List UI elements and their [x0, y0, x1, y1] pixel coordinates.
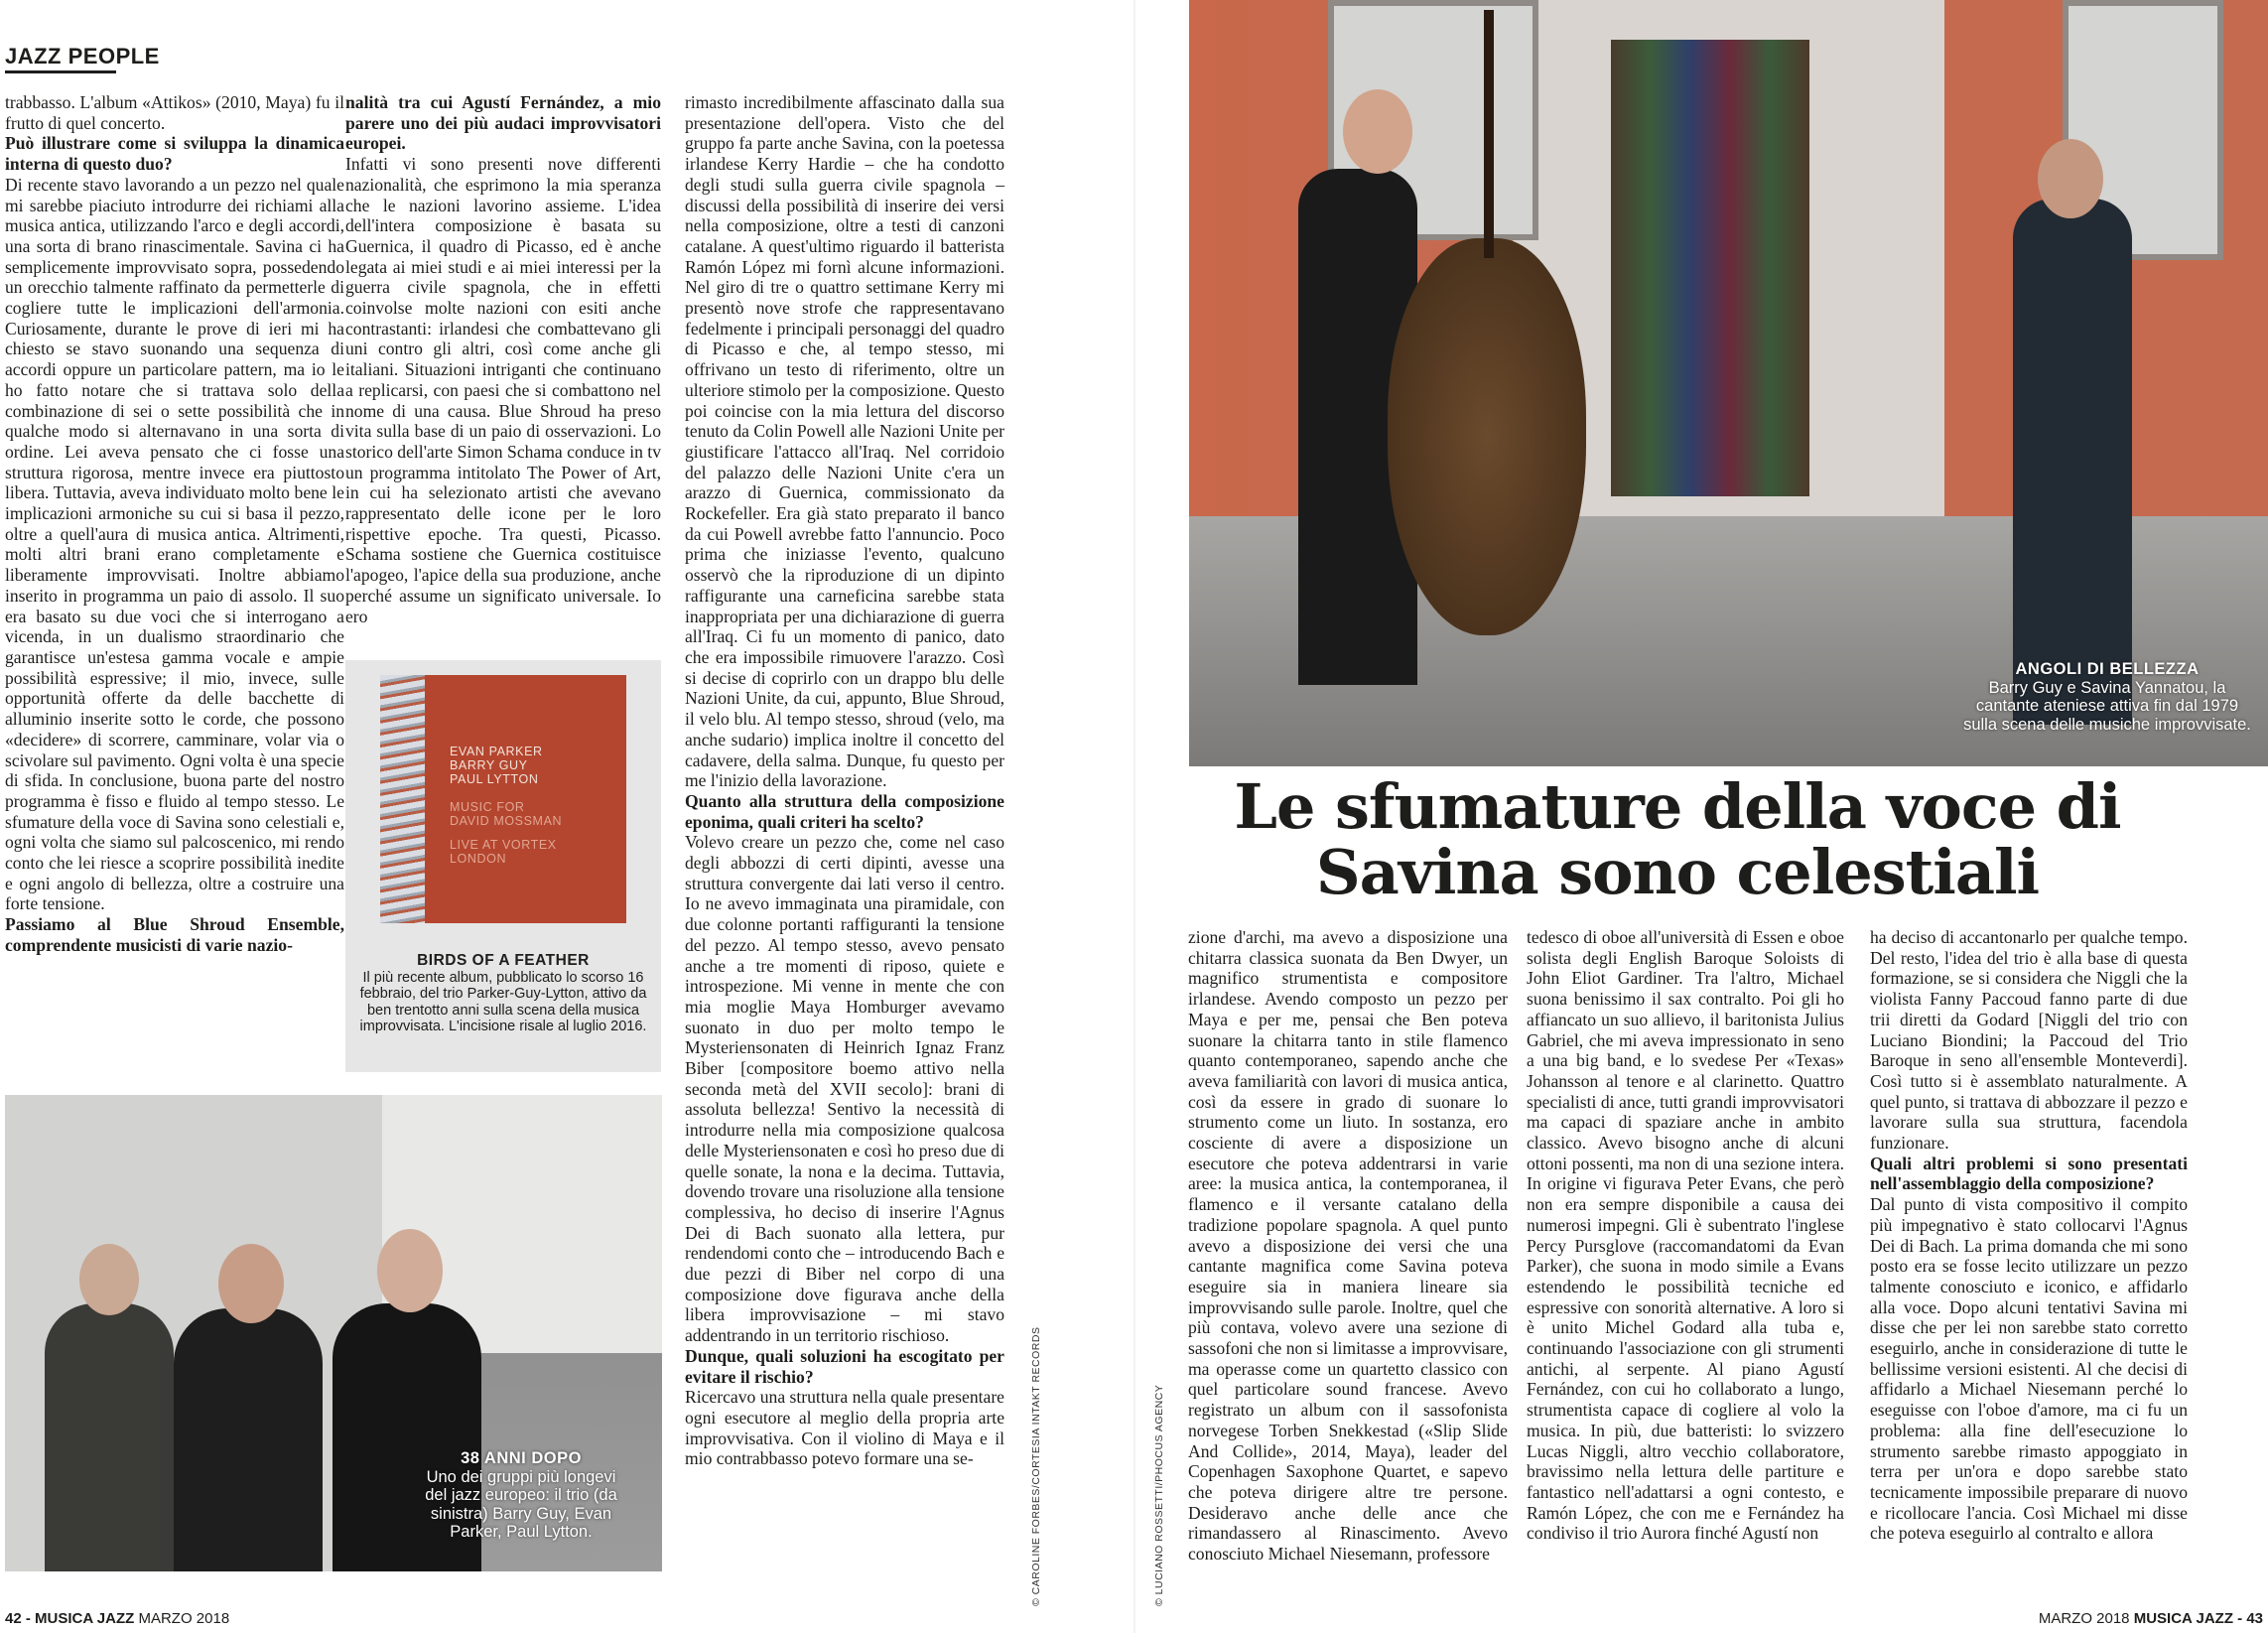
album-caption-title: BIRDS OF A FEATHER: [417, 952, 590, 969]
right-column-1: [1188, 927, 1508, 1565]
paragraph: trabbasso. L'album «Attikos» (2010, Maya) fu il frutto di quel concerto.: [5, 92, 344, 133]
trio-caption-title: 38 ANNI DOPO: [461, 1449, 582, 1467]
double-bass: [1388, 238, 1586, 635]
stage-caption-title: ANGOLI DI BELLEZZA: [2015, 660, 2200, 678]
photo-credit-left: © CAROLINE FORBES/CORTESIA INTAKT RECORDS: [1030, 1326, 1042, 1606]
headline: Le sfumature della voce di Savina sono celestiali: [1234, 770, 2121, 908]
question: Dunque, quali soluzioni ha escogitato per evitare il rischio?: [685, 1345, 1004, 1387]
person-head: [79, 1244, 139, 1315]
singer: [2013, 199, 2132, 725]
stage-caption-text: Barry Guy e Savina Yannatou, la cantante ateniese attiva fin dal 1979 sulla scena delle musiche improvvisate.: [1963, 678, 2251, 734]
folio-date: MARZO 2018: [134, 1610, 230, 1627]
cover-name: EVAN PARKER: [450, 745, 543, 758]
trio-photo: [5, 1095, 662, 1571]
folio-right: [2039, 1610, 2263, 1627]
photo-credit-right: © LUCIANO ROSSETTI/PHOCUS AGENCY: [1153, 1384, 1165, 1606]
singer-head: [2038, 139, 2103, 218]
person-head: [377, 1229, 443, 1312]
left-column-2: [345, 92, 661, 626]
folio-left: [5, 1610, 229, 1627]
question: Quanto alla struttura della composizione eponima, quali criteri ha scelto?: [685, 790, 1004, 832]
paragraph: Infatti vi sono presenti nove differenti nazionalità, che esprimono la mia speranza che le nazioni lavorino assieme. L'idea dell'intera composizione è basata su Guernica, il quadro di Picasso, ed è anche legata ai miei studi e ai miei interessi per la guerra civile spagnola, che in effetti coinvolse molte nazioni con esiti anche contrastanti: irlandesi che combattevano gli uni contro gli altri, così come anche gli italiani. Situazioni intriganti che continuano a replicarsi, con paesi che si combattono nel nome di una causa. Blue Shroud ha preso vita sulla base di un paio di osservazioni. Lo storico dell'arte Simon Schama conduce in tv un programma intitolato The Power of Art, in cui ha selezionato artisti che avevano rappresentato delle icone per le loro rispettive epoche. Tra questi, Picasso. Schama sostiene che Guernica costituisce l'apogeo, l'apice della sua produzione, anche perché assume un significato universale. Io ero: [345, 154, 661, 626]
album-box: [345, 660, 661, 1072]
folio-date: MARZO 2018: [2038, 1610, 2134, 1627]
cover-name: PAUL LYTTON: [450, 772, 539, 786]
bassist-head: [1343, 89, 1412, 174]
paragraph: Di recente stavo lavorando a un pezzo nel quale mi sarebbe piaciuto introdurre dei richiami alla musica antica, utilizzando l'arco e degli accordi, una sorta di brano rinascimentale. Savina ci ha semplicemente improvvisato sopra, possedendo un orecchio talmente raffinato da permetterle di cogliere tutte le implicazioni dell'armonia. Curiosamente, durante le prove di ieri mi ha chiesto se stavo suonando una sequenza di accordi oppure un particolare pattern, ma io le ho fatto notare che si trattava solo della combinazione di sei o sette possibilità che in qualche modo si alternavano in una sorta di ordine. Lei aveva pensato che ci fosse una struttura rigorosa, mentre invece era piuttosto libera. Tuttavia, aveva individuato molto bene le implicazioni armoniche su cui si basa il pezzo, oltre a quell'aura di musica antica. Altrimenti, molti altri brani erano completamente e liberamente improvvisati. Inoltre abbiamo inserito in programma un paio di assolo. Il suo era basato su due voci che si interrogano a vicenda, in un dualismo straordinario che garantisce un'estesa gamma vocale e ampie possibilità espressive; il mio, invece, sulle opportunità offerte da delle bacchette di alluminio inserite sotto le corde, che possono «decidere» di scorrere, camminare, volar via o scivolare sul pavimento. Ogni volta è una specie di sfida. In conclusione, buona parte del nostro programma è fisso e fluido al tempo stesso. Le sfumature della voce di Savina sono celestiali e, ogni volta che siamo sul palcoscenico, mi rendo conto che lei riesce a scoprire possibilità inedite e ogni angolo di bellezza, oltre a costruire una forte tensione.: [5, 174, 344, 914]
stage-photo: [1189, 0, 2268, 766]
question: Passiamo al Blue Shroud Ensemble, comprendente musicisti di varie nazio-: [5, 914, 344, 955]
bass-neck: [1484, 10, 1494, 258]
paragraph: rimasto incredibilmente affascinato dalla sua presentazione dell'opera. Visto che del gruppo fa parte anche Savina, con la poetessa irlandese Kerry Hardie – che ha condotto degli studi sulla guerra civile spagnola – discussi della possibilità di inserire dei versi nella composizione, oltre a testi di canzoni catalane. A quest'ultimo riguardo il batterista Ramón López mi fornì alcune informazioni. Nel giro di tre o quattro settimane Kerry mi presentò nove strofe che rappresentavano fedelmente i principali personaggi del quadro di Picasso e che, al tempo stesso, mi offrivano un testo di riferimento, oltre un ulteriore stimolo per la composizione. Questo poi coincise con la mia lettura del discorso tenuto da Colin Powell alle Nazioni Unite per giustificare l'attacco all'Iraq. Nel corridoio del palazzo delle Nazioni Unite c'era un arazzo di Guernica, commissionato da Rockefeller. Era già stato preparato il banco da cui Powell avrebbe fatto l'annuncio. Poco prima che iniziasse l'evento, qualcuno osservò che la riproduzione di un dipinto raffigurante una carneficina sarebbe stata inappropriata per una dichiarazione di guerra all'Iraq. Ci fu un momento di panico, dato che era impossibile rimuovere l'arazzo. Così si decise di coprirlo con un drappo blu delle Nazioni Unite, da cui, appunto, Blue Shroud, il velo blu. Al tempo stesso, shroud (velo, ma anche sudario) implica inoltre il concetto del cadavere, della salma. Dunque, fu questo per me l'inizio della lavorazione.: [685, 92, 1004, 791]
question: Quali altri problemi si sono presentati nell'assemblaggio della composizione?: [1870, 1153, 2188, 1194]
page-spine: [1134, 0, 1135, 1633]
tapestry: [1611, 40, 1809, 496]
person-head: [218, 1244, 284, 1323]
trio-caption-text: Uno dei gruppi più longevi del jazz europeo: il trio (da sinistra) Barry Guy, Evan Parker, Paul Lytton.: [425, 1467, 617, 1542]
section-tag: JAZZ PEOPLE: [5, 44, 160, 68]
left-column-1: [5, 92, 344, 956]
cover-texture: [380, 675, 425, 923]
trio-caption: [422, 1449, 620, 1542]
paragraph: Ricercavo una struttura nella quale presentare ogni esecutore al meglio della propria arte improvvisativa. Con il violino di Maya e il mio contrabbasso potevo formare una se-: [685, 1387, 1004, 1469]
person-silhouette: [45, 1303, 174, 1571]
cover-sub: LONDON: [450, 852, 507, 866]
folio-page-number: - 43: [2232, 1610, 2263, 1627]
paragraph: tedesco di oboe all'università di Essen e oboe solista degli English Baroque Soloists di John Eliot Gardiner. Tra l'altro, Michael suona benissimo il sax contralto. Poi gli ho affiancato un suo allievo, il baritonista Julius Gabriel, che mi aveva impressionato in seno a una big band, e lo svedese Per «Texas» Johansson al tenore e al clarinetto. Quattro specialisti di ance, tutti grandi improvvisatori ma capaci di spaziare anche in ambito classico. Avevo bisogno anche di alcuni ottoni possenti, ma non di una sezione intera. In origine vi figurava Peter Evans, che però non era sempre disponibile a causa dei numerosi impegni. Gli è subentrato l'inglese Percy Pursglove (raccomandatomi da Evan Parker), che suona in modo simile a Evans estendendo le possibilità tecniche ed espressive con sonorità alternative. A loro si è unito Michel Godard alla tuba e, continuando l'associazione con gli strumenti antichi, al serpente. Al piano Agustí Fernández, con cui ho collaborato a lungo, strumentista capace di cogliere al volo la musica. In più, due batteristi: lo svizzero Lucas Niggli, altro vecchio collaboratore, bravissimo nella lettura delle partiture e fantastico nell'adattarsi a ogni contesto, e Ramón López, che con me e Fernández ha condiviso il trio Aurora finché Agustí non: [1527, 927, 1844, 1544]
question: Può illustrare come si sviluppa la dinamica interna di questo duo?: [5, 133, 344, 175]
album-caption-text: Il più recente album, pubblicato lo scorso 16 febbraio, del trio Parker-Guy-Lytton, attivo da ben trentotto anni sulla scena della musica improvvisata. L'incisione risale al luglio 2016.: [359, 969, 647, 1034]
stage-caption: [1958, 660, 2256, 734]
right-column-3: [1870, 927, 2188, 1544]
album-cover: [380, 675, 626, 923]
album-caption: [355, 953, 651, 1035]
cover-title: MUSIC FOR: [450, 800, 525, 814]
paragraph: zione d'archi, ma avevo a disposizione una chitarra classica suonata da Ben Dwyer, un magnifico strumentista e compositore irlandese. Avendo composto un pezzo per Maya e per me, pensai che Ben poteva suonare la chitarra tanto in stile flamenco quanto contemporaneo, sapendo anche che aveva familiarità con lavori di musica antica, così da essere in grado di suonare lo strumento come un liuto. In sostanza, ero cosciente di avere a disposizione un esecutore che poteva addentrarsi in varie aree: la musica antica, la contemporanea, il flamenco e il versante catalano della tradizione popolare spagnola. A quel punto avevo a disposizione dei versi che una cantante magnifica come Savina poteva eseguire sia in maniera lineare sia improvvisando sulle parole. Inoltre, quel che più contava, volevo avere una sezione di sassofoni che non si limitasse a improvvisare, ma operasse come un quartetto classico con quel particolare sound francese. Avevo registrato un album con il sassofonista norvegese Torben Snekkestad («Slip Slide And Collide», 2014, Maya), leader del Copenhagen Saxophone Quartet, e sapevo che poteva dirigere altre tre persone. Desideravo anche delle ance che rimandassero al Rinascimento. Avevo conosciuto Michael Niesemann, professore: [1188, 927, 1509, 1565]
section-rule: [5, 70, 116, 73]
folio-magazine: MUSICA JAZZ: [35, 1610, 135, 1627]
left-column-3: [685, 92, 1004, 1469]
cover-title: DAVID MOSSMAN: [450, 814, 563, 828]
cover-sub: LIVE AT VORTEX: [450, 838, 557, 852]
right-column-2: [1527, 927, 1844, 1544]
question: nalità tra cui Agustí Fernández, a mio parere uno dei più audaci improvvisatori europei.: [345, 92, 661, 154]
person-silhouette: [174, 1308, 323, 1571]
cover-name: BARRY GUY: [450, 758, 528, 772]
cover-names: [450, 745, 562, 866]
folio-magazine: MUSICA JAZZ: [2133, 1610, 2233, 1627]
folio-page-number: 42 -: [5, 1610, 36, 1627]
paragraph: Dal punto di vista compositivo il compito più impegnativo è stato collocarvi l'Agnus Dei di Bach. La prima domanda che mi sono posto era se fosse lecito utilizzare un pezzo talmente conosciuto e iconico, e affidarlo alla voce. Dopo alcuni tentativi Savina mi disse che per lei non sarebbe stato corretto eseguirlo, anche in considerazione di tutte le bellissime versioni esistenti. Al che decisi di affidarlo a Michael Niesemann perché lo eseguisse con l'oboe d'amore, ma ci fu un problema: alla fine dell'esecuzione lo strumento sarebbe rimasto appoggiato in terra per un'ora e dopo sarebbe stato tecnicamente impossibile preparare di nuovo e ricollocare l'ancia. Così Michael mi disse che poteva eseguirlo al contralto e allora: [1870, 1194, 2188, 1544]
paragraph: ha deciso di accantonarlo per qualche tempo. Del resto, l'idea del trio è alla base di questa formazione, se si considera che Niggli che la violista Fanny Paccoud fanno parte di due trii diretti da Godard [Niggli del trio con Luciano Biondini; la Paccoud del Trio Baroque in seno all'ensemble Monteverdi]. Così tutto si è assemblato naturalmente. A quel punto, si trattava di abbozzare il pezzo e lavorare sulla sua struttura, facendola funzionare.: [1870, 927, 2188, 1154]
paragraph: Volevo creare un pezzo che, come nel caso degli abbozzi di certi dipinti, avesse una struttura convergente dai lati verso il centro. Io ne avevo immaginata una piramidale, con due colonne portanti raffiguranti la tensione del pezzo. Al tempo stesso, avevo pensato anche a tre momenti di riposo, quiete e introspezione. Mi venne in mente che con mia moglie Maya Homburger avevamo suonato in duo per molto tempo le Mysteriensonaten di Heinrich Ignaz Franz Biber [compositore boemo attivo nella seconda metà del XVII secolo]: brani di assoluta bellezza! Sentivo la necessità di introdurre nella mia composizione qualcosa delle Mysteriensonaten e così ho preso due di quelle sonate, la nona e la decima. Tuttavia, dovendo trovare una risoluzione alla tensione complessiva, ho deciso di inserire l'Agnus Dei di Bach suonato alla lettera, pur rendendomi conto che – introducendo Bach e due pezzi di Biber nel corpo di una composizione dove figurava anche della libera improvvisazione – mi stavo addentrando in un territorio rischioso.: [685, 832, 1004, 1346]
